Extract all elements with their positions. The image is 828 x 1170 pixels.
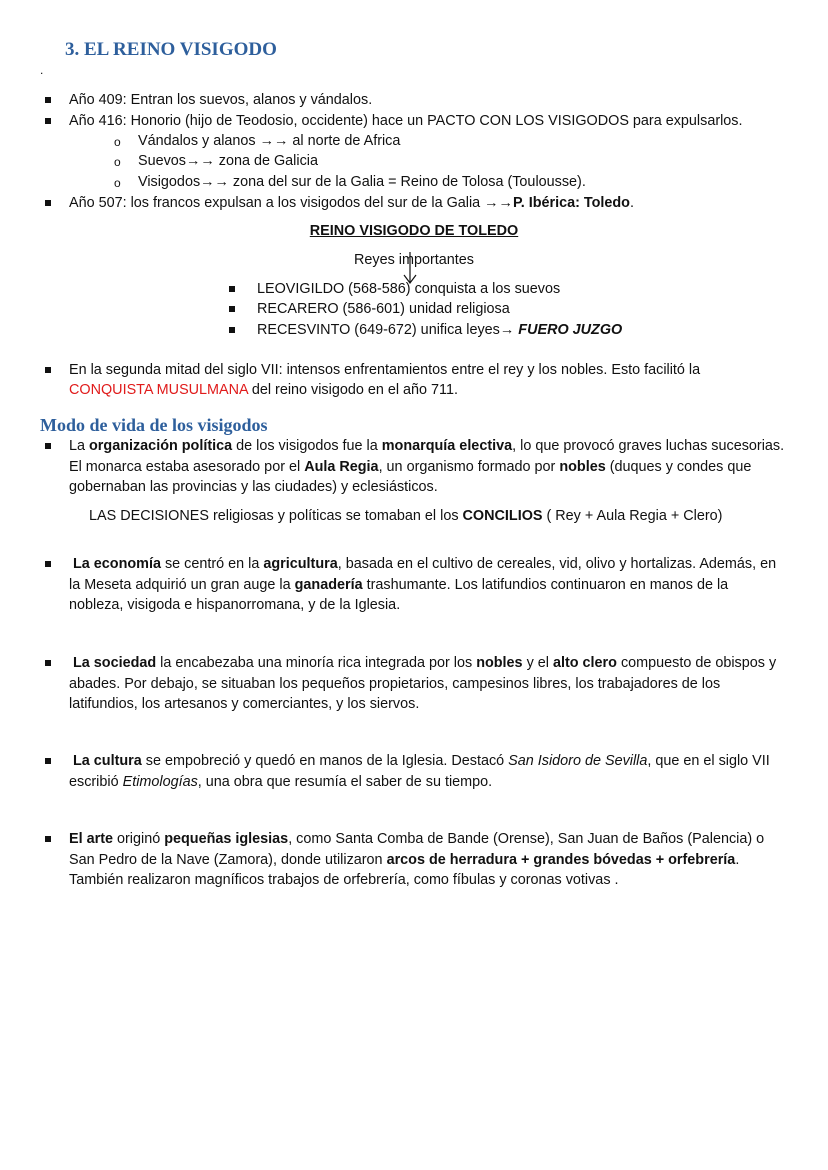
politica-t3: , lo que provocó graves luchas sucesorias. El monarca estaba asesorado por el xyxy=(69,438,785,475)
cultura-t1: se empobreció y quedó en manos de la Iglesia. Destacó xyxy=(141,753,509,769)
arte-t3: . También realizaron magníficos trabajos de orfebrería, como fíbulas y coronas votivas . xyxy=(69,851,740,888)
economia-t2: , basada en el cultivo de cereales, vid, olivo y hortalizas. Además, en la Meseta adquirió un gran auge la xyxy=(69,556,777,593)
arte-paragraph xyxy=(69,829,785,891)
event-507-text: Año 507: los francos expulsan a los visigodos del sur de la Galia →→ xyxy=(69,195,513,211)
stray-dot: . xyxy=(40,63,44,77)
cultura-i1: San Isidoro de Sevilla xyxy=(508,753,648,769)
politica-t4: , un organismo formado por xyxy=(378,458,560,475)
circle-bullet-icon: o xyxy=(114,135,121,149)
bullet-icon xyxy=(45,561,51,567)
sociedad-t3: compuesto de obispos y abades. Por debajo, se situaban los pequeños propietarios, campesinos libres, los trabajadores de los latifundios, los artesanos y comerciantes, y los siervos. xyxy=(69,655,777,712)
politica-paragraph xyxy=(69,436,787,498)
concilios: CONCILIOS xyxy=(462,508,543,524)
conquest-line1: En la segunda mitad del siglo VII: intensos enfrentamientos entre el rey y los nobles. Esto facilitó la xyxy=(69,362,701,378)
cultura-paragraph xyxy=(69,751,781,792)
sociedad-b3: alto clero xyxy=(552,655,617,671)
bullet-icon xyxy=(45,97,51,103)
economia-b3: ganadería xyxy=(294,576,363,593)
arte-b1: El arte xyxy=(69,831,113,847)
sociedad-b2: nobles xyxy=(476,655,523,671)
bullet-icon xyxy=(45,443,51,449)
subitem-visigodos: Visigodos→→ zona del sur de la Galia = Reino de Tolosa (Toulousse). xyxy=(138,174,586,190)
politica-t2: de los visigodos fue la xyxy=(232,438,382,454)
subitem-vandalos: Vándalos y alanos →→ al norte de Africa xyxy=(138,133,401,149)
bullet-icon xyxy=(229,286,235,292)
politica-b2: monarquía electiva xyxy=(381,438,513,454)
subitem-suevos: Suevos→→ zona de Galicia xyxy=(138,153,318,169)
bullet-icon xyxy=(45,660,51,666)
toledo-title: REINO VISIGODO DE TOLEDO xyxy=(309,223,519,239)
decisiones-line xyxy=(89,506,722,526)
king-recarero: RECARERO (586-601) unidad religiosa xyxy=(257,301,510,317)
bullet-icon xyxy=(45,758,51,764)
king-recesvinto-text: RECESVINTO (649-672) unifica leyes→ xyxy=(257,322,519,338)
politica-b3: Aula Regia xyxy=(304,458,379,475)
section-title: 3. EL REINO VISIGODO xyxy=(65,39,277,60)
decisiones-end: ( Rey + Aula Regia + Clero) xyxy=(542,508,723,524)
arte-b3: arcos de herradura + grandes bóvedas + orfebrería xyxy=(386,851,736,868)
bullet-icon xyxy=(45,367,51,373)
sociedad-t1: la encabezaba una minoría rica integrada por los xyxy=(156,655,477,671)
cultura-b1: La cultura xyxy=(73,753,142,769)
event-507-bold: P. Ibérica: Toledo xyxy=(512,195,630,211)
sociedad-t2: y el xyxy=(522,655,553,671)
king-leovigildo: LEOVIGILDO (568-586) conquista a los suevos xyxy=(257,281,561,297)
cultura-t3: , una obra que resumía el saber de su tiempo. xyxy=(197,773,493,790)
economia-t3: trashumante. Los latifundios continuaron en manos de la nobleza, visigoda e hispanorromana, y de la Iglesia. xyxy=(69,576,729,613)
bullet-icon xyxy=(45,836,51,842)
bullet-icon xyxy=(45,118,51,124)
economia-t1: se centró en la xyxy=(160,556,264,572)
politica-t1: La xyxy=(69,438,90,454)
politica-b1: organización política xyxy=(89,438,233,454)
bullet-icon xyxy=(45,200,51,206)
cultura-i2: Etimologías xyxy=(122,773,198,790)
economia-b2: agricultura xyxy=(263,556,338,572)
king-recesvinto xyxy=(257,320,622,340)
bullet-icon xyxy=(229,327,235,333)
economia-b1: La economía xyxy=(73,556,161,572)
conquest-line2 xyxy=(69,380,458,400)
event-409: Año 409: Entran los suevos, alanos y vándalos. xyxy=(69,92,373,108)
conquest-red: CONQUISTA MUSULMANA xyxy=(69,382,248,398)
sociedad-paragraph xyxy=(69,653,781,715)
event-416: Año 416: Honorio (hijo de Teodosio, occidente) hace un PACTO CON LOS VISIGODOS para expulsarlos. xyxy=(69,113,743,129)
bullet-icon xyxy=(229,306,235,312)
circle-bullet-icon: o xyxy=(114,176,121,190)
conquest-end: del reino visigodo en el año 711. xyxy=(247,382,458,398)
event-507-end: . xyxy=(629,195,634,211)
decisiones-text: LAS DECISIONES religiosas y políticas se tomaban el los xyxy=(89,508,463,524)
politica-t5: (duques y condes que gobernaban las provincias y las ciudades) y eclesiásticos. xyxy=(69,458,752,495)
section2-title: Modo de vida de los visigodos xyxy=(40,415,268,435)
politica-b4: nobles xyxy=(559,458,606,475)
arte-b2: pequeñas iglesias xyxy=(164,831,289,847)
arte-t2: , como Santa Comba de Bande (Orense), San Juan de Baños (Palencia) o San Pedro de la Nave (Zamora), donde utilizaron xyxy=(69,831,765,868)
arte-t1: originó xyxy=(113,831,165,847)
fuero-juzgo: FUERO JUZGO xyxy=(518,322,623,338)
economia-paragraph xyxy=(69,554,781,616)
toledo-subtitle: Reyes importantes xyxy=(354,252,474,268)
sociedad-b1: La sociedad xyxy=(73,655,157,671)
cultura-t2: , que en el siglo VII escribió xyxy=(69,753,770,790)
event-507 xyxy=(69,193,634,213)
circle-bullet-icon: o xyxy=(114,155,121,169)
